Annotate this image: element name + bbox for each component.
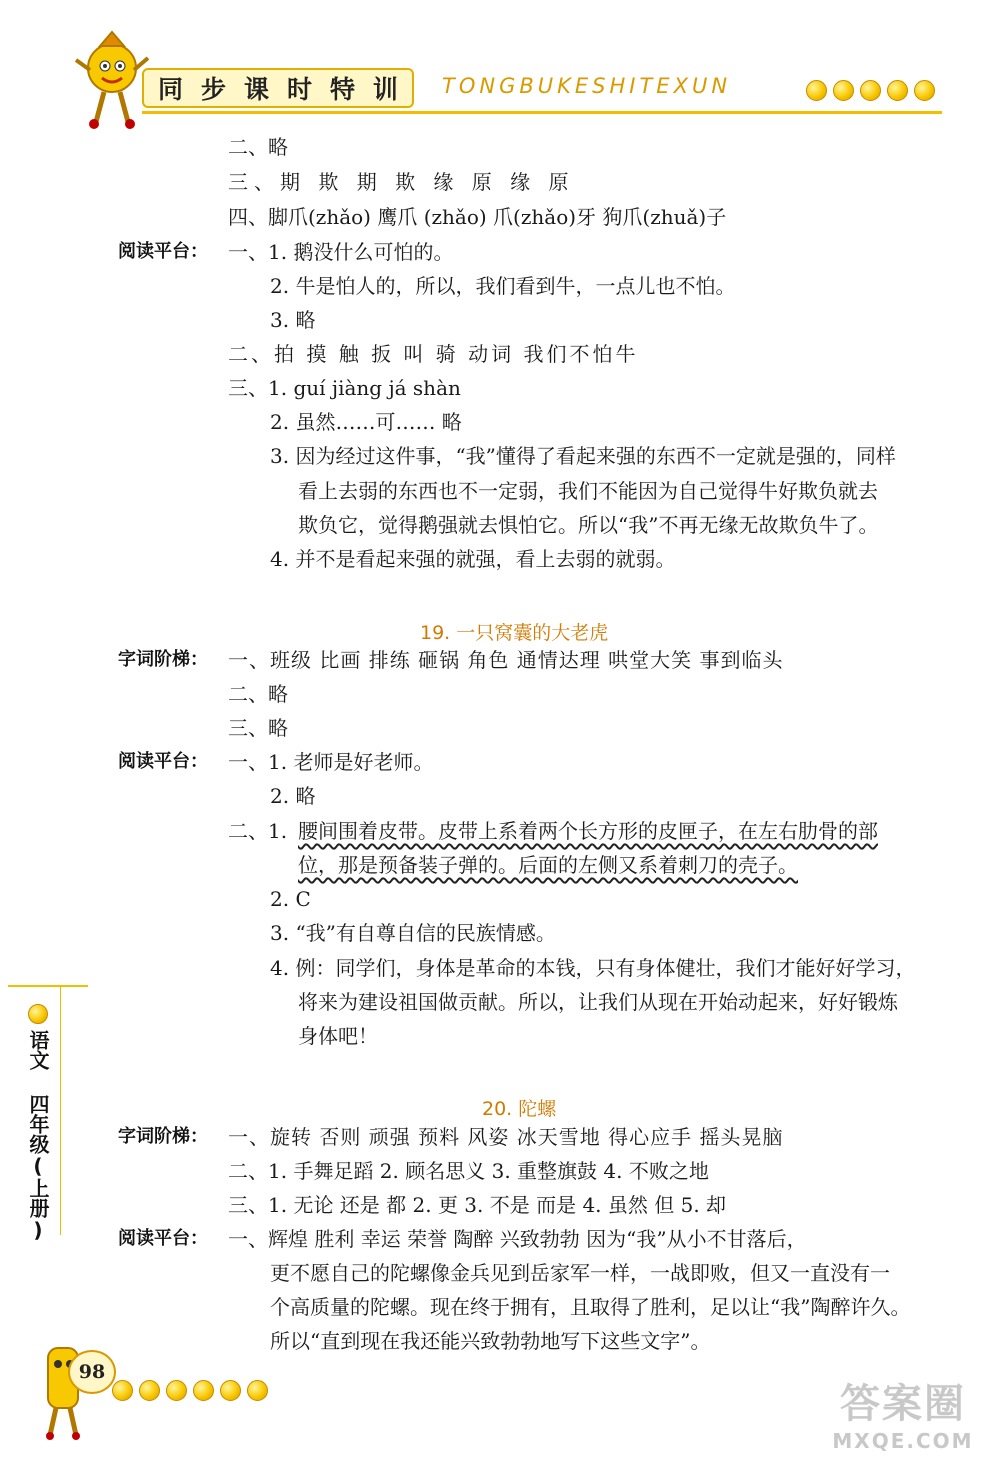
answer-line: 2. C (270, 887, 311, 911)
underlined-answer: 腰间围着皮带。皮带上系着两个长方形的皮匣子，在左右肋骨的部 (298, 819, 878, 843)
section-label-reading: 阅读平台： (118, 1228, 208, 1249)
answer-line: 一、1. 老师是好老师。 (228, 750, 434, 774)
answer-line: 3. 因为经过这件事，“我”懂得了看起来强的东西不一定就是强的，同样 (270, 444, 896, 468)
footer-dots (112, 1380, 268, 1401)
title-char: 步 (200, 75, 226, 104)
answer-line: 更不愿自己的陀螺像金兵见到岳家军一样，一战即败，但又一直没有一 (270, 1261, 890, 1285)
answer-line: 三、1. guí jiàng já shàn (228, 376, 461, 400)
answer-line: 四、脚爪(zhǎo) 鹰爪 (zhǎo) 爪(zhǎo)牙 狗爪(zhuǎ)子 (228, 205, 727, 229)
answer-line: 二、1. 手舞足蹈 2. 顾名思义 3. 重整旗鼓 4. 不败之地 (228, 1159, 709, 1183)
title-char: 特 (329, 75, 355, 104)
decorative-dot-icon (247, 1380, 268, 1401)
lesson-title: 19. 一只窝囊的大老虎 (420, 622, 609, 644)
answer-line: 2. 略 (270, 784, 316, 808)
answer-line: 一、旋转 否则 顽强 预料 风姿 冰天雪地 得心应手 摇头晃脑 (228, 1125, 784, 1149)
answer-line: 4. 并不是看起来强的就强，看上去弱的就弱。 (270, 547, 676, 571)
answer-line: 二、略 (228, 682, 288, 706)
underlined-answer: 位，那是预备装子弹的。后面的左侧又系着刺刀的壳子。 (298, 853, 798, 877)
answer-line: 一、班级 比画 排练 砸锅 角色 通情达理 哄堂大笑 事到临头 (228, 648, 784, 672)
side-dot-icon (28, 1004, 48, 1024)
decorative-dot-icon (193, 1380, 214, 1401)
decorative-dot-icon (139, 1380, 160, 1401)
answer-line: 将来为建设祖国做贡献。所以，让我们从现在开始动起来，好好锻炼 (298, 990, 898, 1014)
answer-line: 二、拍 摸 触 扳 叫 骑 动词 我们不怕牛 (228, 342, 639, 366)
title-char: 同 (158, 75, 184, 104)
section-label-reading: 阅读平台： (118, 241, 208, 262)
page-number: 98 (68, 1350, 116, 1394)
title-char: 时 (286, 75, 312, 104)
watermark-url: MXQE.COM (832, 1429, 974, 1453)
answer-line: 2. 牛是怕人的，所以，我们看到牛，一点儿也不怕。 (270, 274, 736, 298)
answer-line: 三、1. 无论 还是 都 2. 更 3. 不是 而是 4. 虽然 但 5. 却 (228, 1193, 727, 1217)
answer-line: 所以“直到现在我还能兴致勃勃地写下这些文字”。 (270, 1329, 711, 1353)
answer-line-prefix: 二、1. (228, 819, 288, 843)
title-char: 训 (372, 75, 398, 104)
answer-line: 3. “我”有自尊自信的民族情感。 (270, 921, 556, 945)
decorative-dot-icon (112, 1380, 133, 1401)
watermark-logo (818, 1380, 988, 1465)
answer-line: 一、1. 鹅没什么可怕的。 (228, 240, 454, 264)
answer-line: 欺负它，觉得鹅强就去惧怕它。所以“我”不再无缘无故欺负牛了。 (298, 513, 879, 537)
decorative-dot-icon (220, 1380, 241, 1401)
answer-line: 身体吧！ (298, 1024, 378, 1048)
answer-line: 二、略 (228, 135, 288, 159)
subject-grade-label: 语文 四年级(上册) (26, 1030, 50, 1242)
section-label-words: 字词阶梯： (118, 649, 208, 670)
answer-line: 4. 例：同学们，身体是革命的本钱，只有身体健壮，我们才能好好学习， (270, 956, 916, 980)
decorative-dot-icon (166, 1380, 187, 1401)
watermark-text: 答案圈 (840, 1381, 966, 1427)
title-char: 课 (243, 75, 269, 104)
answer-line: 三、略 (228, 716, 288, 740)
section-label-reading: 阅读平台： (118, 751, 208, 772)
answer-line: 个高质量的陀螺。现在终于拥有，且取得了胜利，足以让“我”陶醉许久。 (270, 1295, 911, 1319)
lesson-title: 20. 陀螺 (482, 1098, 557, 1120)
answer-line: 三、期 欺 期 欺 缘 原 缘 原 (228, 170, 575, 194)
side-vertical-line (60, 985, 61, 1235)
answer-line: 看上去弱的东西也不一定弱，我们不能因为自己觉得牛好欺负就去 (298, 479, 878, 503)
answer-line: 一、辉煌 胜利 幸运 荣誉 陶醉 兴致勃勃 因为“我”从小不甘落后， (228, 1227, 807, 1251)
side-divider (8, 985, 88, 987)
answer-line: 2. 虽然……可…… 略 (270, 410, 462, 434)
section-label-words: 字词阶梯： (118, 1126, 208, 1147)
series-pinyin: TONGBUKESHITEXUN (442, 74, 732, 98)
answer-line: 3. 略 (270, 308, 316, 332)
